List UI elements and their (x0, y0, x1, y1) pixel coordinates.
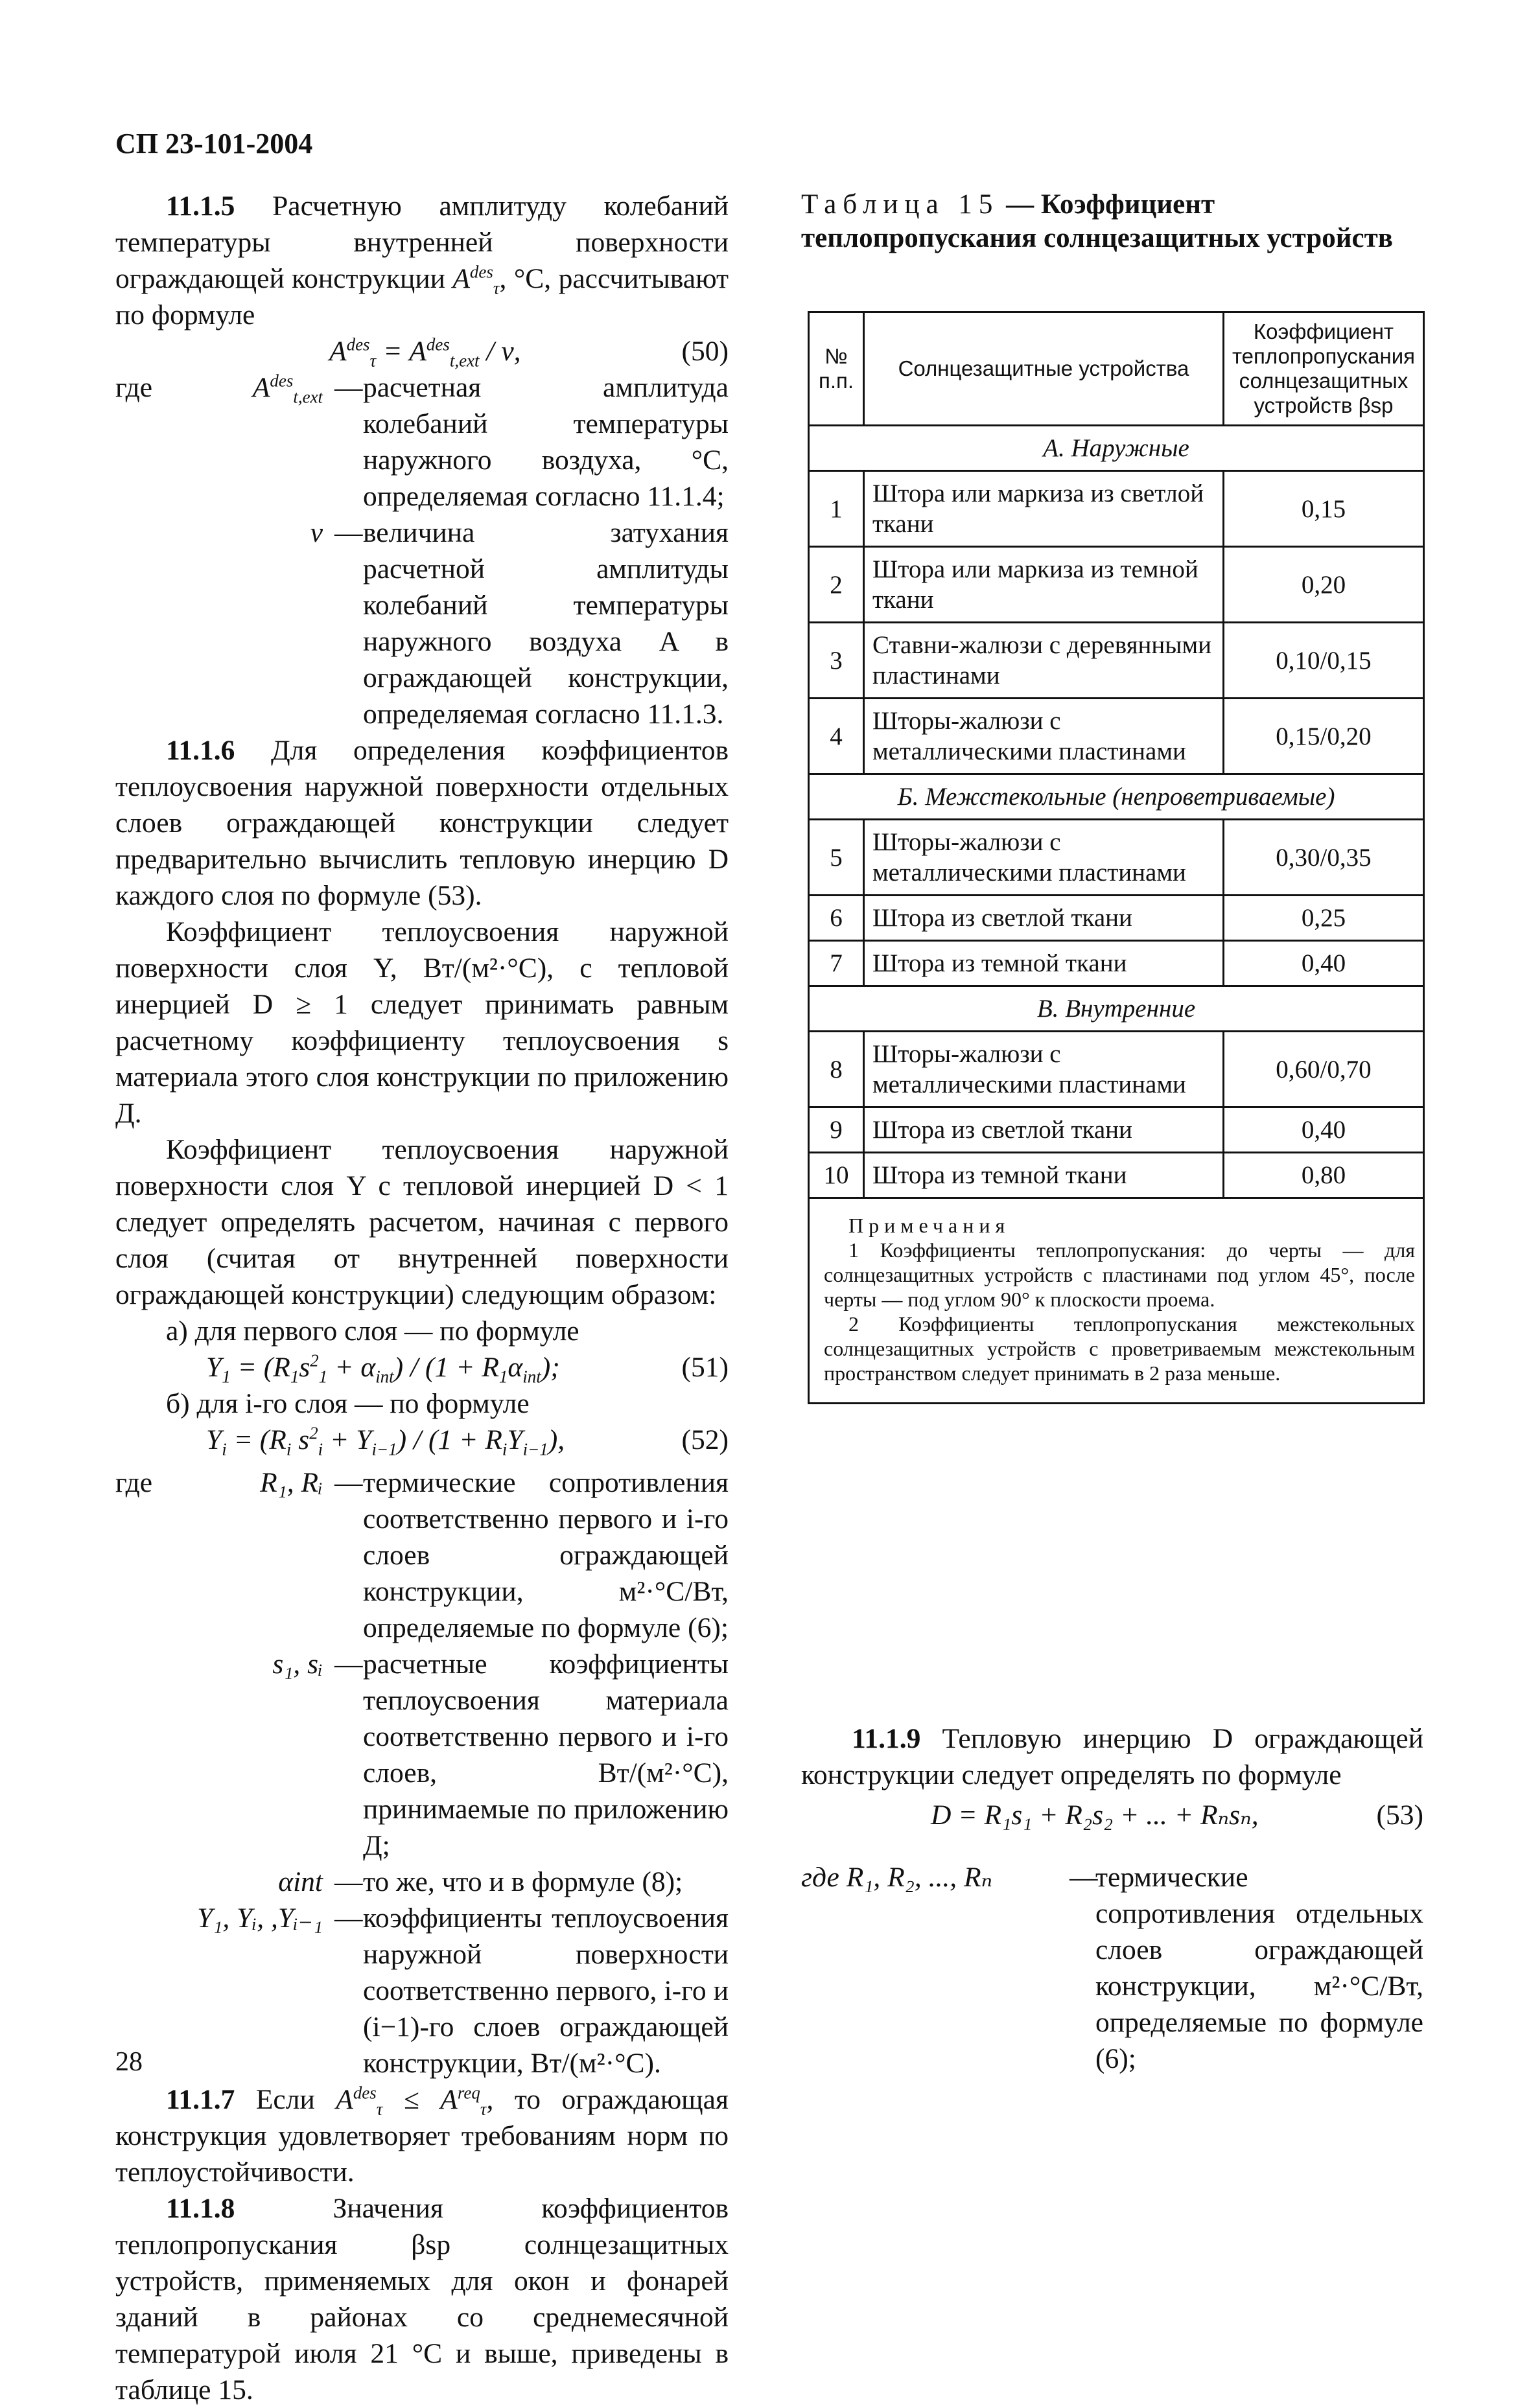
clause-text: Расчетную амплитуду колебаний температуры внутренней поверхности ограждающей конструкции (115, 191, 729, 294)
where-symbol: Y₁, Yᵢ, ,Yᵢ₋₁ (197, 1903, 323, 1934)
document-code: СП 23-101-2004 (115, 128, 313, 159)
right-column (801, 1720, 1423, 2077)
clause-text: Тепловую инерцию D ограждающей конструкции следует определять по формуле (801, 1723, 1423, 1790)
paragraph-11-1-9 (801, 1720, 1423, 1793)
formula-53 (801, 1797, 1423, 1833)
where-label: где (115, 1467, 153, 1498)
clause-text-cont: , °С, рассчитывают по формуле (115, 263, 729, 330)
formula-expression: D = R₁s₁ + R₂s₂ + ... + Rₙsₙ, (931, 1800, 1259, 1831)
formula-50 (115, 333, 729, 369)
where-description: коэффициенты теплоусвоения наружной поверхности соответственно первого, i-го и (i−1)-го слоев ограждающей конструкции, Вт/(м²·°С). (363, 1903, 729, 2079)
table-row: 7 Штора из темной ткани 0,40 (809, 941, 1424, 986)
where-description: расчетные коэффициенты теплоусвоения материала соответственно первого и i-го слоев, Вт/(м²·°С), принимаемые по приложению Д; (363, 1649, 729, 1861)
table-label: Таблица 15 (801, 189, 999, 220)
table-row: 9 Штора из светлой ткани 0,40 (809, 1107, 1424, 1153)
header-value: Коэффициент теплопропускания солнцезащитных устройств βsp (1223, 312, 1423, 426)
left-column (115, 188, 729, 2408)
formula-number: (51) (681, 1352, 729, 1383)
paragraph-11-1-7: 11.1.7 Если $A^{des}_\tau \le A^{req}_\tau$, то ограждающая конструкция удовлетворяет требованиям норм по теплоустойчивости. (115, 2083, 729, 2188)
clause-text: Для определения коэффициентов теплоусвоения наружной поверхности отдельных слоев ограждающей конструкции следует предварительно вычислить тепловую инерцию D каждого слоя по формуле (53). (115, 735, 729, 911)
where-description: термические сопротивления отдельных слоев ограждающей конструкции, м²·°С/Вт, определяемые по формуле (6); (1095, 1862, 1423, 2074)
formula-expression: $Y_1 = (R_1s^2_1 + \alpha_{int}) / (1 + R_1\alpha_{int})$; (206, 1350, 560, 1387)
formula-number: (53) (1376, 1800, 1423, 1831)
header-name: Солнцезащитные устройства (864, 312, 1224, 426)
paragraph-text: Коэффициент теплоусвоения наружной поверхности слоя Y с тепловой инерцией D < 1 следует определять расчетом, начиная с первого слоя (считая от внутренней поверхности ограждающей конструкции) следующим образом: (115, 1134, 729, 1310)
where-symbol: ν (310, 517, 323, 548)
symbol-a-tau-des: $A^{des}_\tau$ (452, 262, 500, 298)
table-header-row (809, 312, 1424, 426)
note-1: 1 Коэффициенты теплопропускания: до черты — для солнцезащитных устройств с пластинами под углом 45°, после черты — под углом 90° к плоскости проема. (824, 1238, 1415, 1311)
where-description: величина затухания расчетной амплитуды колебаний температуры наружного воздуха A в ограждающей конструкции, определяемая согласно 11.1.3. (363, 517, 729, 730)
section-title: Б. Межстекольные (непроветриваемые) (809, 774, 1424, 820)
where-symbol: R₁, Rᵢ (260, 1467, 323, 1498)
table-row: 8 Шторы-жалюзи с металлическими пластинами 0,60/0,70 (809, 1032, 1424, 1107)
where-description: расчетная амплитуда колебаний температуры наружного воздуха, °С, определяемая согласно 11.1.4; (363, 372, 729, 512)
table-15 (808, 311, 1425, 1404)
page-number: 28 (115, 2047, 143, 2077)
where-list-1: где $A^{des}_{t,ext}$ — расчетная амплитуда колебаний температуры наружного воздуха, °С, определяемая согласно 11.1.4; ν — величина затухания расчетной амплитуды колебаний температуры наружного воздуха A в ограждающей конструкции, определяемая согласно 11.1.3. (115, 369, 729, 732)
clause-text: Значения коэффициентов теплопропускания βsp солнцезащитных устройств, применяемых для окон и фонарей зданий в районах со среднемесячной температурой июля 21 °С и выше, приведены в таблице 15. (115, 2193, 729, 2405)
where-description: термические сопротивления соответственно первого и i-го слоев ограждающей конструкции, м²·°С/Вт, определяемые по формуле (6); (363, 1467, 729, 1643)
section-title: В. Внутренние (809, 986, 1424, 1032)
header-num: № п.п. (809, 312, 864, 426)
item-b-label: б) для i-го слоя — по формуле (166, 1388, 530, 1419)
where-list-3: где R₁, R₂, ..., Rₙ — термические сопротивления отдельных слоев ограждающей конструкции, м²·°С/Вт, определяемые по формуле (6); (801, 1859, 1423, 2077)
formula-number: (50) (681, 336, 729, 367)
notes-title: Примечания (848, 1214, 1011, 1237)
note-2: 2 Коэффициенты теплопропускания межстекольных солнцезащитных устройств с проветриваемым межстекольным пространством следует принимать в 2 раза меньше. (824, 1312, 1415, 1385)
formula-52 (115, 1422, 729, 1458)
table-title (801, 188, 1423, 255)
formula-expression: $Y_i = (R_i$ $s^2_i + Y_{i-1}) / (1 + R_iY_{i-1})$, (206, 1423, 565, 1459)
table-notes (809, 1198, 1424, 1404)
table-row: 10 Штора из темной ткани 0,80 (809, 1153, 1424, 1198)
formula-expression: $A^{des}_\tau = A^{des}_{t,ext} / \nu$, (329, 334, 521, 371)
clause-number: 11.1.6 (166, 735, 235, 766)
table-caption: — Коэффициент теплопропускания солнцезащитных устройств (801, 189, 1393, 253)
clause-number: 11.1.5 (166, 191, 235, 222)
where-symbol: $A^{des}_{t,ext}$ (252, 371, 323, 407)
where-label: где (115, 372, 153, 403)
clause-number: 11.1.8 (166, 2193, 235, 2224)
formula-number: (52) (681, 1424, 729, 1455)
table-row: 1 Штора или маркиза из светлой ткани 0,15 (809, 471, 1424, 547)
paragraph-11-1-6 (115, 732, 729, 914)
paragraph-11-1-5 (115, 188, 729, 333)
section-title: А. Наружные (809, 426, 1424, 471)
inequality: $A^{des}_\tau \le A^{req}_\tau$ (336, 2083, 487, 2119)
paragraph-11-1-8 (115, 2190, 729, 2408)
where-symbol: где R₁, R₂, ..., Rₙ (801, 1862, 993, 1893)
where-description: то же, что и в формуле (8); (363, 1866, 683, 1897)
where-symbol: s₁, sᵢ (272, 1649, 323, 1680)
item-a-label: а) для первого слоя — по формуле (166, 1315, 579, 1347)
table-row: 5 Шторы-жалюзи с металлическими пластинами 0,30/0,35 (809, 820, 1424, 896)
clause-number: 11.1.9 (852, 1723, 921, 1754)
table-row: 3 Ставни-жалюзи с деревянными пластинами 0,10/0,15 (809, 623, 1424, 699)
paragraph-text: Коэффициент теплоусвоения наружной поверхности слоя Y, Вт/(м²·°С), с тепловой инерцией D ≥ 1 следует принимать равным расчетному коэффициенту теплоусвоения s материала этого слоя конструкции по приложению Д. (115, 916, 729, 1129)
where-list-2: где R₁, Rᵢ — термические сопротивления соответственно первого и i-го слоев ограждающей конструкции, м²·°С/Вт, определяемые по формуле (6); s₁, sᵢ — расчетные коэффициенты теплоусвоения материала соответственно первого и i-го слоев, Вт/(м²·°С), принимаемые по приложению Д; αint — то же, что и в формуле (8); Y₁, Yᵢ, ,Yᵢ₋₁ — коэффициенты теплоусвоения наружной поверхности соответственно первого, i-го и (i−1)-го слоев ограждающей конструкции, Вт/(м²·°С). (115, 1464, 729, 2081)
table-row: 2 Штора или маркиза из темной ткани 0,20 (809, 547, 1424, 623)
formula-51 (115, 1349, 729, 1385)
clause-number: 11.1.7 (166, 2084, 235, 2115)
where-symbol: αint (278, 1866, 323, 1897)
table-row: 4 Шторы-жалюзи с металлическими пластинами 0,15/0,20 (809, 699, 1424, 774)
table-row: 6 Штора из светлой ткани 0,25 (809, 896, 1424, 941)
